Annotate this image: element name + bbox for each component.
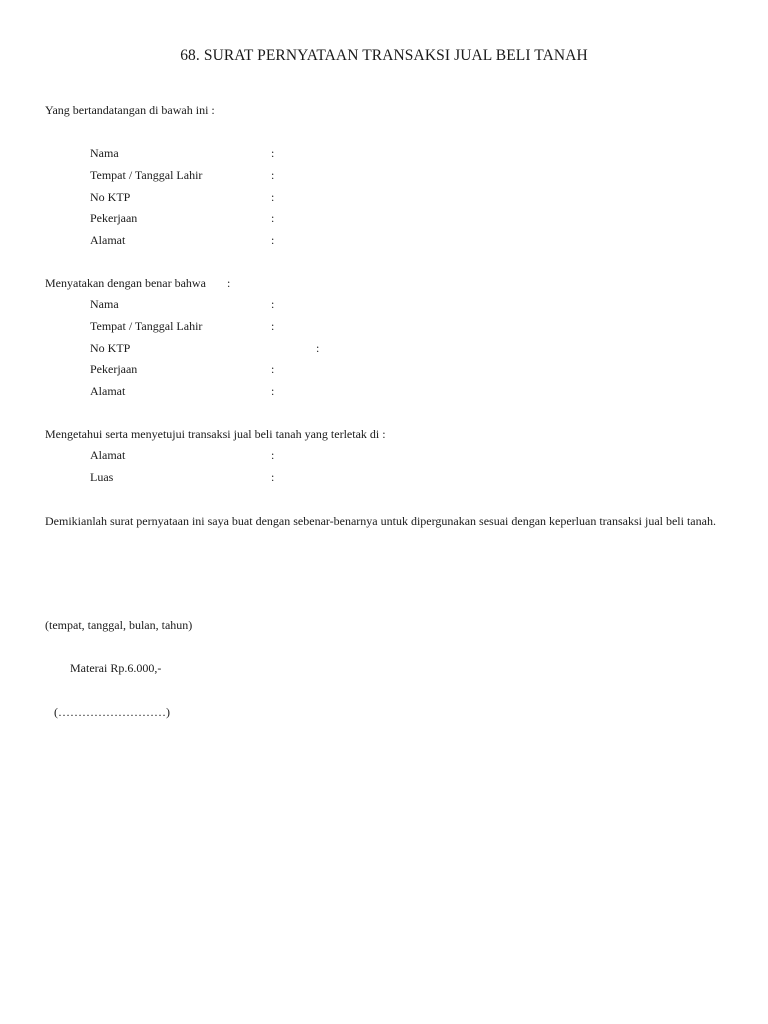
- party-one-ktp-colon: :: [271, 190, 275, 204]
- party-one-job-colon: :: [271, 211, 275, 225]
- statement-heading-colon: :: [227, 276, 231, 290]
- stamp-duty-text: Materai Rp.6.000,-: [70, 661, 162, 675]
- party-one-job-label: Pekerjaan: [90, 211, 138, 225]
- party-one-name-colon: :: [271, 146, 275, 160]
- party-two-birth-colon: :: [271, 319, 275, 333]
- land-heading: Mengetahui serta menyetujui transaksi jual beli tanah yang terletak di :: [45, 427, 386, 441]
- party-one-name-label: Nama: [90, 146, 119, 160]
- land-area-label: Luas: [90, 470, 114, 484]
- land-address-colon: :: [271, 448, 275, 462]
- party-one-birth-label: Tempat / Tanggal Lahir: [90, 168, 203, 182]
- party-one-birth-colon: :: [271, 168, 275, 182]
- closing-paragraph: Demikianlah surat pernyataan ini saya buat dengan sebenar-benarnya untuk dipergunakan sesuai dengan keperluan transaksi jual beli tanah.: [45, 514, 716, 528]
- party-one-ktp-label: No KTP: [90, 190, 131, 204]
- party-two-birth-label: Tempat / Tanggal Lahir: [90, 319, 203, 333]
- intro-text: Yang bertandatangan di bawah ini :: [45, 103, 215, 117]
- document-title: 68. SURAT PERNYATAAN TRANSAKSI JUAL BELI TANAH: [180, 47, 588, 64]
- party-two-address-label: Alamat: [90, 384, 126, 398]
- party-two-ktp-label: No KTP: [90, 341, 131, 355]
- party-one-address-colon: :: [271, 233, 275, 247]
- statement-heading: Menyatakan dengan benar bahwa: [45, 276, 206, 290]
- party-two-ktp-colon: :: [316, 341, 320, 355]
- land-area-colon: :: [271, 470, 275, 484]
- party-one-address-label: Alamat: [90, 233, 126, 247]
- signature-line: (………………………): [54, 705, 170, 719]
- party-two-job-label: Pekerjaan: [90, 362, 138, 376]
- party-two-address-colon: :: [271, 384, 275, 398]
- place-date-text: (tempat, tanggal, bulan, tahun): [45, 618, 193, 632]
- party-two-job-colon: :: [271, 362, 275, 376]
- party-two-name-colon: :: [271, 297, 275, 311]
- party-two-name-label: Nama: [90, 297, 119, 311]
- land-address-label: Alamat: [90, 448, 126, 462]
